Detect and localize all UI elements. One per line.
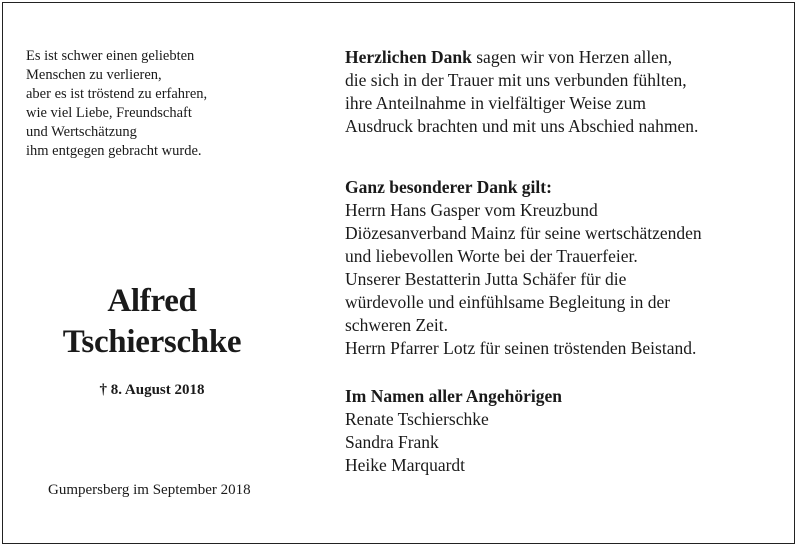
death-date: † 8. August 2018 [99, 382, 205, 398]
thanks-line: Ausdruck brachten und mit uns Abschied nahmen. [345, 116, 699, 136]
special-thanks-line: Herrn Hans Gasper vom Kreuzbund [345, 200, 598, 220]
poem-line: Menschen zu verlieren, [26, 67, 162, 83]
place-and-date: Gumpersberg im September 2018 [48, 482, 251, 498]
memorial-poem [26, 47, 207, 161]
special-thanks-paragraph [345, 176, 785, 360]
special-thanks-line: Diözesanverband Mainz für seine wertschätzenden [345, 223, 702, 243]
poem-line: ihm entgegen gebracht wurde. [26, 143, 202, 159]
thanks-line: die sich in der Trauer mit uns verbunden fühlten, [345, 70, 687, 90]
deceased-first-name: Alfred [107, 283, 197, 319]
poem-line: Es ist schwer einen geliebten [26, 48, 195, 64]
poem-line: und Wertschätzung [26, 124, 137, 140]
thanks-lead-bold: Herzlichen Dank [345, 47, 472, 67]
signature-block [345, 385, 785, 477]
special-thanks-heading: Ganz besonderer Dank gilt: [345, 177, 552, 197]
special-thanks-line: würdevolle und einfühlsame Begleitung in der [345, 292, 671, 312]
thanks-lead-line [345, 46, 785, 69]
deceased-name [32, 281, 272, 363]
signature-name: Renate Tschierschke [345, 409, 489, 429]
deceased-last-name: Tschierschke [62, 324, 242, 360]
special-thanks-line: schweren Zeit. [345, 315, 449, 335]
signature-name: Heike Marquardt [345, 455, 466, 475]
thanks-paragraph [345, 46, 785, 138]
thanks-line: ihre Anteilnahme in vielfältiger Weise zum [345, 93, 647, 113]
signature-name: Sandra Frank [345, 432, 439, 452]
special-thanks-line: Herrn Pfarrer Lotz für seinen tröstenden Beistand. [345, 338, 697, 358]
thanks-lead-rest: sagen wir von Herzen allen, [471, 47, 673, 67]
special-thanks-line: und liebevollen Worte bei der Trauerfeier. [345, 246, 638, 266]
poem-line: aber es ist tröstend zu erfahren, [26, 86, 208, 102]
special-thanks-line: Unserer Bestatterin Jutta Schäfer für die [345, 269, 627, 289]
signature-heading: Im Namen aller Angehörigen [345, 386, 562, 406]
poem-line: wie viel Liebe, Freundschaft [26, 105, 192, 121]
thanks-text [345, 46, 785, 477]
